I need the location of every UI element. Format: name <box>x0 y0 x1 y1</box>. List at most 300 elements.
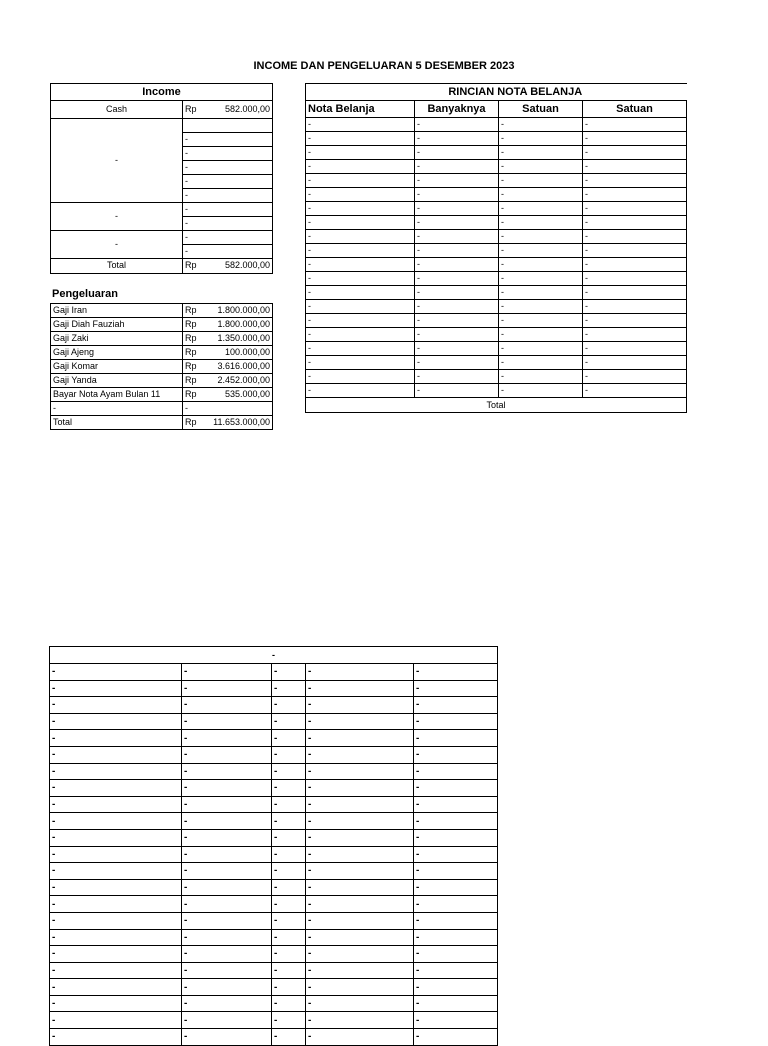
rincian-cell: - <box>499 272 583 286</box>
rincian-cell: - <box>306 216 415 230</box>
bottom-table-cell: - <box>414 829 498 846</box>
rincian-column-header: Nota Belanja <box>306 101 415 118</box>
pengeluaran-amount <box>183 304 273 318</box>
bottom-table-cell: - <box>414 780 498 797</box>
rincian-cell: - <box>499 244 583 258</box>
rincian-cell: - <box>415 328 499 342</box>
bottom-table-row <box>50 813 498 830</box>
rincian-cell: - <box>415 188 499 202</box>
bottom-table-cell: - <box>414 746 498 763</box>
bottom-table-cell: - <box>50 979 182 996</box>
bottom-table-cell: - <box>182 863 272 880</box>
rincian-row <box>306 118 687 132</box>
rincian-column-header: Satuan <box>499 101 583 118</box>
rincian-row <box>306 146 687 160</box>
rincian-cell: - <box>499 370 583 384</box>
bottom-table-cell: - <box>182 829 272 846</box>
pengeluaran-value: 100.000,00 <box>224 347 270 357</box>
rincian-total-row <box>306 398 687 413</box>
income-header: Income <box>51 84 273 101</box>
pengeluaran-amount: - <box>183 402 273 416</box>
rincian-cell: - <box>499 342 583 356</box>
rincian-cell: - <box>415 384 499 398</box>
bottom-table-cell: - <box>306 829 414 846</box>
bottom-table-cell: - <box>182 1012 272 1029</box>
bottom-table-cell: - <box>50 664 182 681</box>
rincian-cell: - <box>583 300 687 314</box>
pengeluaran-label: Gaji Komar <box>51 360 183 374</box>
bottom-table-cell: - <box>414 796 498 813</box>
rincian-cell: - <box>306 328 415 342</box>
income-group-label: - <box>51 230 183 258</box>
pengeluaran-total-label: Total <box>51 416 183 430</box>
pengeluaran-label: Gaji Iran <box>51 304 183 318</box>
rincian-cell: - <box>415 356 499 370</box>
rincian-cell: - <box>415 314 499 328</box>
currency-label: Rp <box>185 361 197 371</box>
bottom-table-cell: - <box>414 846 498 863</box>
bottom-table-row <box>50 929 498 946</box>
pengeluaran-row <box>51 346 273 360</box>
bottom-table-row <box>50 1012 498 1029</box>
rincian-row <box>306 230 687 244</box>
bottom-table-cell: - <box>272 680 306 697</box>
rincian-cell: - <box>306 174 415 188</box>
bottom-table-cell: - <box>414 863 498 880</box>
rincian-cell: - <box>583 384 687 398</box>
rincian-cell: - <box>415 118 499 132</box>
rincian-cell: - <box>306 188 415 202</box>
rincian-cell: - <box>306 230 415 244</box>
rincian-total-label: Total <box>306 398 687 413</box>
currency-label: Rp <box>185 375 197 385</box>
rincian-row <box>306 384 687 398</box>
rincian-cell: - <box>415 244 499 258</box>
currency-label: Rp <box>185 260 197 271</box>
bottom-table-cell: - <box>50 829 182 846</box>
bottom-table-cell: - <box>414 813 498 830</box>
bottom-table-row <box>50 912 498 929</box>
rincian-cell: - <box>415 216 499 230</box>
bottom-table-row <box>50 796 498 813</box>
rincian-cell: - <box>306 160 415 174</box>
bottom-table-cell: - <box>50 746 182 763</box>
bottom-table-cell: - <box>306 912 414 929</box>
rincian-cell: - <box>499 356 583 370</box>
bottom-table-cell: - <box>50 730 182 747</box>
rincian-cell: - <box>415 132 499 146</box>
pengeluaran-amount <box>183 360 273 374</box>
bottom-table-row <box>50 664 498 681</box>
bottom-table-row <box>50 713 498 730</box>
pengeluaran-title: Pengeluaran <box>52 288 119 300</box>
bottom-table-cell: - <box>272 697 306 714</box>
bottom-table-cell: - <box>182 962 272 979</box>
bottom-table-cell: - <box>272 829 306 846</box>
bottom-table-cell: - <box>414 979 498 996</box>
bottom-table-cell: - <box>272 912 306 929</box>
rincian-cell: - <box>499 216 583 230</box>
pengeluaran-total-row <box>51 416 273 430</box>
bottom-table-cell: - <box>272 879 306 896</box>
bottom-table-row <box>50 863 498 880</box>
bottom-table-row <box>50 697 498 714</box>
rincian-cell: - <box>306 272 415 286</box>
bottom-table-cell: - <box>306 1012 414 1029</box>
rincian-row <box>306 314 687 328</box>
rincian-row <box>306 188 687 202</box>
bottom-table-row <box>50 680 498 697</box>
rincian-cell: - <box>583 356 687 370</box>
pengeluaran-amount <box>183 374 273 388</box>
rincian-row <box>306 132 687 146</box>
income-cell: - <box>183 216 273 230</box>
bottom-table-cell: - <box>182 1029 272 1046</box>
pengeluaran-total-amount <box>183 416 273 430</box>
rincian-cell: - <box>583 174 687 188</box>
income-total-label: Total <box>51 258 183 273</box>
income-cell: - <box>183 174 273 188</box>
rincian-cell: - <box>499 202 583 216</box>
rincian-row <box>306 356 687 370</box>
bottom-table-cell: - <box>50 763 182 780</box>
bottom-table-row <box>50 995 498 1012</box>
rincian-cell: - <box>415 272 499 286</box>
bottom-table-cell: - <box>182 879 272 896</box>
bottom-table-cell: - <box>414 929 498 946</box>
rincian-cell: - <box>583 272 687 286</box>
pengeluaran-row <box>51 304 273 318</box>
bottom-table-cell: - <box>272 664 306 681</box>
rincian-cell: - <box>499 188 583 202</box>
bottom-table-cell: - <box>306 929 414 946</box>
bottom-table-row <box>50 896 498 913</box>
rincian-cell: - <box>499 300 583 314</box>
bottom-table-cell: - <box>272 813 306 830</box>
pengeluaran-label: Gaji Diah Fauziah <box>51 318 183 332</box>
rincian-column-header: Satuan <box>583 101 687 118</box>
bottom-table-cell: - <box>272 713 306 730</box>
rincian-row <box>306 174 687 188</box>
bottom-table-cell: - <box>272 929 306 946</box>
bottom-table-cell: - <box>50 680 182 697</box>
pengeluaran-value: 1.800.000,00 <box>217 305 270 315</box>
currency-label: Rp <box>185 347 197 357</box>
pengeluaran-label: Gaji Ajeng <box>51 346 183 360</box>
bottom-table-cell: - <box>182 896 272 913</box>
income-cash-amount <box>183 101 273 119</box>
bottom-table-cell: - <box>306 1029 414 1046</box>
bottom-table-cell: - <box>182 995 272 1012</box>
bottom-table-cell: - <box>306 697 414 714</box>
bottom-table-cell: - <box>272 1029 306 1046</box>
bottom-table-cell: - <box>182 796 272 813</box>
bottom-table-cell: - <box>306 995 414 1012</box>
rincian-row <box>306 370 687 384</box>
bottom-table-cell: - <box>272 979 306 996</box>
bottom-table-cell: - <box>272 846 306 863</box>
rincian-cell: - <box>499 146 583 160</box>
currency-label: Rp <box>185 104 197 114</box>
bottom-table-cell: - <box>414 763 498 780</box>
income-group-label: - <box>51 202 183 230</box>
pengeluaran-value: 535.000,00 <box>224 389 270 399</box>
bottom-table-cell: - <box>50 929 182 946</box>
bottom-table-cell: - <box>182 763 272 780</box>
bottom-table-cell: - <box>272 863 306 880</box>
income-table <box>50 83 273 274</box>
pengeluaran-row <box>51 402 273 416</box>
pengeluaran-label: - <box>51 402 183 416</box>
bottom-table-cell: - <box>272 796 306 813</box>
bottom-table-cell: - <box>414 680 498 697</box>
rincian-cell: - <box>499 258 583 272</box>
bottom-table-cell: - <box>182 846 272 863</box>
bottom-table-cell: - <box>272 995 306 1012</box>
pengeluaran-value: 2.452.000,00 <box>217 375 270 385</box>
rincian-row <box>306 328 687 342</box>
pengeluaran-row <box>51 388 273 402</box>
bottom-table-cell: - <box>272 1012 306 1029</box>
rincian-cell: - <box>499 286 583 300</box>
bottom-table-cell: - <box>182 780 272 797</box>
bottom-table-cell: - <box>272 763 306 780</box>
bottom-table-row <box>50 763 498 780</box>
income-cell: - <box>183 132 273 146</box>
bottom-table-cell: - <box>50 962 182 979</box>
rincian-row <box>306 258 687 272</box>
bottom-table-cell: - <box>50 697 182 714</box>
pengeluaran-label: Gaji Yanda <box>51 374 183 388</box>
rincian-cell: - <box>415 258 499 272</box>
income-cash-value: 582.000,00 <box>224 104 271 114</box>
rincian-cell: - <box>306 286 415 300</box>
bottom-table-cell: - <box>272 780 306 797</box>
rincian-cell: - <box>583 258 687 272</box>
bottom-table-cell: - <box>50 846 182 863</box>
rincian-cell: - <box>306 342 415 356</box>
currency-label: Rp <box>185 305 197 315</box>
bottom-table-cell: - <box>272 896 306 913</box>
pengeluaran-amount <box>183 332 273 346</box>
bottom-table-cell: - <box>182 813 272 830</box>
rincian-cell: - <box>306 132 415 146</box>
rincian-cell: - <box>415 342 499 356</box>
page-title: INCOME DAN PENGELUARAN 5 DESEMBER 2023 <box>253 60 515 72</box>
bottom-table-cell: - <box>182 946 272 963</box>
pengeluaran-amount <box>183 388 273 402</box>
rincian-row <box>306 286 687 300</box>
currency-label: Rp <box>185 333 197 343</box>
bottom-table-cell: - <box>182 664 272 681</box>
rincian-cell: - <box>415 202 499 216</box>
pengeluaran-table <box>50 303 273 430</box>
bottom-table-cell: - <box>414 664 498 681</box>
rincian-cell: - <box>583 244 687 258</box>
rincian-cell: - <box>499 328 583 342</box>
bottom-table-cell: - <box>306 946 414 963</box>
rincian-cell: - <box>583 342 687 356</box>
rincian-nota-table <box>305 83 687 413</box>
bottom-table-cell: - <box>306 962 414 979</box>
pengeluaran-value: 3.616.000,00 <box>217 361 270 371</box>
bottom-table-cell: - <box>306 680 414 697</box>
bottom-table-cell: - <box>50 946 182 963</box>
income-group-label: - <box>51 119 183 203</box>
bottom-table-cell: - <box>414 962 498 979</box>
bottom-table-row <box>50 979 498 996</box>
bottom-table-cell: - <box>306 780 414 797</box>
rincian-cell: - <box>415 370 499 384</box>
pengeluaran-amount <box>183 318 273 332</box>
bottom-table-cell: - <box>414 995 498 1012</box>
rincian-cell: - <box>415 300 499 314</box>
rincian-cell: - <box>306 384 415 398</box>
pengeluaran-label: Gaji Zaki <box>51 332 183 346</box>
rincian-cell: - <box>499 132 583 146</box>
rincian-cell: - <box>415 174 499 188</box>
bottom-table-cell: - <box>182 746 272 763</box>
income-total-value: 582.000,00 <box>224 260 271 271</box>
bottom-table-row <box>50 780 498 797</box>
bottom-table-cell: - <box>50 1012 182 1029</box>
pengeluaran-total-value: 11.653.000,00 <box>213 417 270 427</box>
rincian-cell: - <box>306 146 415 160</box>
rincian-cell: - <box>306 244 415 258</box>
bottom-table-cell: - <box>182 730 272 747</box>
rincian-cell: - <box>583 118 687 132</box>
bottom-table-cell: - <box>306 746 414 763</box>
bottom-table-cell: - <box>306 730 414 747</box>
rincian-cell: - <box>306 314 415 328</box>
rincian-row <box>306 342 687 356</box>
income-cell: - <box>183 160 273 174</box>
rincian-cell: - <box>306 300 415 314</box>
rincian-cell: - <box>306 370 415 384</box>
bottom-table-cell: - <box>306 713 414 730</box>
currency-label: Rp <box>185 417 197 427</box>
bottom-table-cell: - <box>272 962 306 979</box>
rincian-cell: - <box>499 118 583 132</box>
bottom-table-row <box>50 730 498 747</box>
bottom-table-cell: - <box>50 813 182 830</box>
bottom-table-cell: - <box>306 863 414 880</box>
bottom-table-cell: - <box>306 664 414 681</box>
rincian-cell: - <box>583 328 687 342</box>
rincian-cell: - <box>499 160 583 174</box>
rincian-cell: - <box>306 258 415 272</box>
pengeluaran-value: 1.800.000,00 <box>217 319 270 329</box>
bottom-table-cell: - <box>50 995 182 1012</box>
pengeluaran-row <box>51 332 273 346</box>
bottom-table-cell: - <box>414 1029 498 1046</box>
bottom-table-row <box>50 846 498 863</box>
bottom-table-cell: - <box>272 730 306 747</box>
bottom-table-cell: - <box>414 879 498 896</box>
pengeluaran-amount <box>183 346 273 360</box>
income-cell: - <box>183 188 273 202</box>
rincian-cell: - <box>499 314 583 328</box>
bottom-table-cell: - <box>414 713 498 730</box>
bottom-table-header: - <box>50 647 498 664</box>
income-cell <box>183 119 273 133</box>
rincian-row <box>306 202 687 216</box>
pengeluaran-row <box>51 318 273 332</box>
rincian-cell: - <box>583 216 687 230</box>
income-cell: - <box>183 230 273 244</box>
bottom-table-cell: - <box>50 1029 182 1046</box>
bottom-table-cell: - <box>182 697 272 714</box>
pengeluaran-value: 1.350.000,00 <box>217 333 270 343</box>
rincian-row <box>306 160 687 174</box>
rincian-row <box>306 272 687 286</box>
currency-label: Rp <box>185 389 197 399</box>
pengeluaran-label: Bayar Nota Ayam Bulan 11 <box>51 388 183 402</box>
rincian-cell: - <box>306 202 415 216</box>
rincian-cell: - <box>415 146 499 160</box>
bottom-table-cell: - <box>50 896 182 913</box>
bottom-table-cell: - <box>306 896 414 913</box>
income-cash-label: Cash <box>51 101 183 119</box>
bottom-table-row <box>50 962 498 979</box>
rincian-row <box>306 300 687 314</box>
rincian-row <box>306 244 687 258</box>
bottom-table-cell: - <box>182 929 272 946</box>
bottom-table-row <box>50 1029 498 1046</box>
rincian-cell: - <box>583 370 687 384</box>
bottom-table-cell: - <box>306 813 414 830</box>
bottom-table-cell: - <box>182 680 272 697</box>
bottom-table-cell: - <box>50 879 182 896</box>
bottom-table-cell: - <box>306 796 414 813</box>
bottom-table-cell: - <box>414 912 498 929</box>
income-cell: - <box>183 146 273 160</box>
rincian-cell: - <box>583 146 687 160</box>
bottom-table-cell: - <box>182 713 272 730</box>
bottom-table-cell: - <box>182 912 272 929</box>
rincian-cell: - <box>415 160 499 174</box>
bottom-table-cell: - <box>50 780 182 797</box>
rincian-cell: - <box>306 356 415 370</box>
bottom-table-cell: - <box>414 730 498 747</box>
bottom-table-cell: - <box>306 879 414 896</box>
bottom-table-cell: - <box>272 946 306 963</box>
rincian-cell: - <box>499 384 583 398</box>
rincian-title: RINCIAN NOTA BELANJA <box>306 84 687 101</box>
rincian-cell: - <box>583 314 687 328</box>
rincian-cell: - <box>583 160 687 174</box>
bottom-table-cell: - <box>272 746 306 763</box>
bottom-table-cell: - <box>50 796 182 813</box>
bottom-table-cell: - <box>414 1012 498 1029</box>
income-cell: - <box>183 202 273 216</box>
rincian-cell: - <box>583 286 687 300</box>
rincian-column-header: Banyaknya <box>415 101 499 118</box>
bottom-table-row <box>50 746 498 763</box>
rincian-cell: - <box>583 132 687 146</box>
bottom-table-cell: - <box>414 896 498 913</box>
pengeluaran-row <box>51 374 273 388</box>
rincian-cell: - <box>583 202 687 216</box>
rincian-cell: - <box>499 230 583 244</box>
income-cell: - <box>183 244 273 258</box>
rincian-cell: - <box>306 118 415 132</box>
bottom-table-cell: - <box>306 979 414 996</box>
currency-label: Rp <box>185 319 197 329</box>
bottom-table-cell: - <box>50 912 182 929</box>
bottom-table-row <box>50 946 498 963</box>
bottom-table-cell: - <box>306 846 414 863</box>
